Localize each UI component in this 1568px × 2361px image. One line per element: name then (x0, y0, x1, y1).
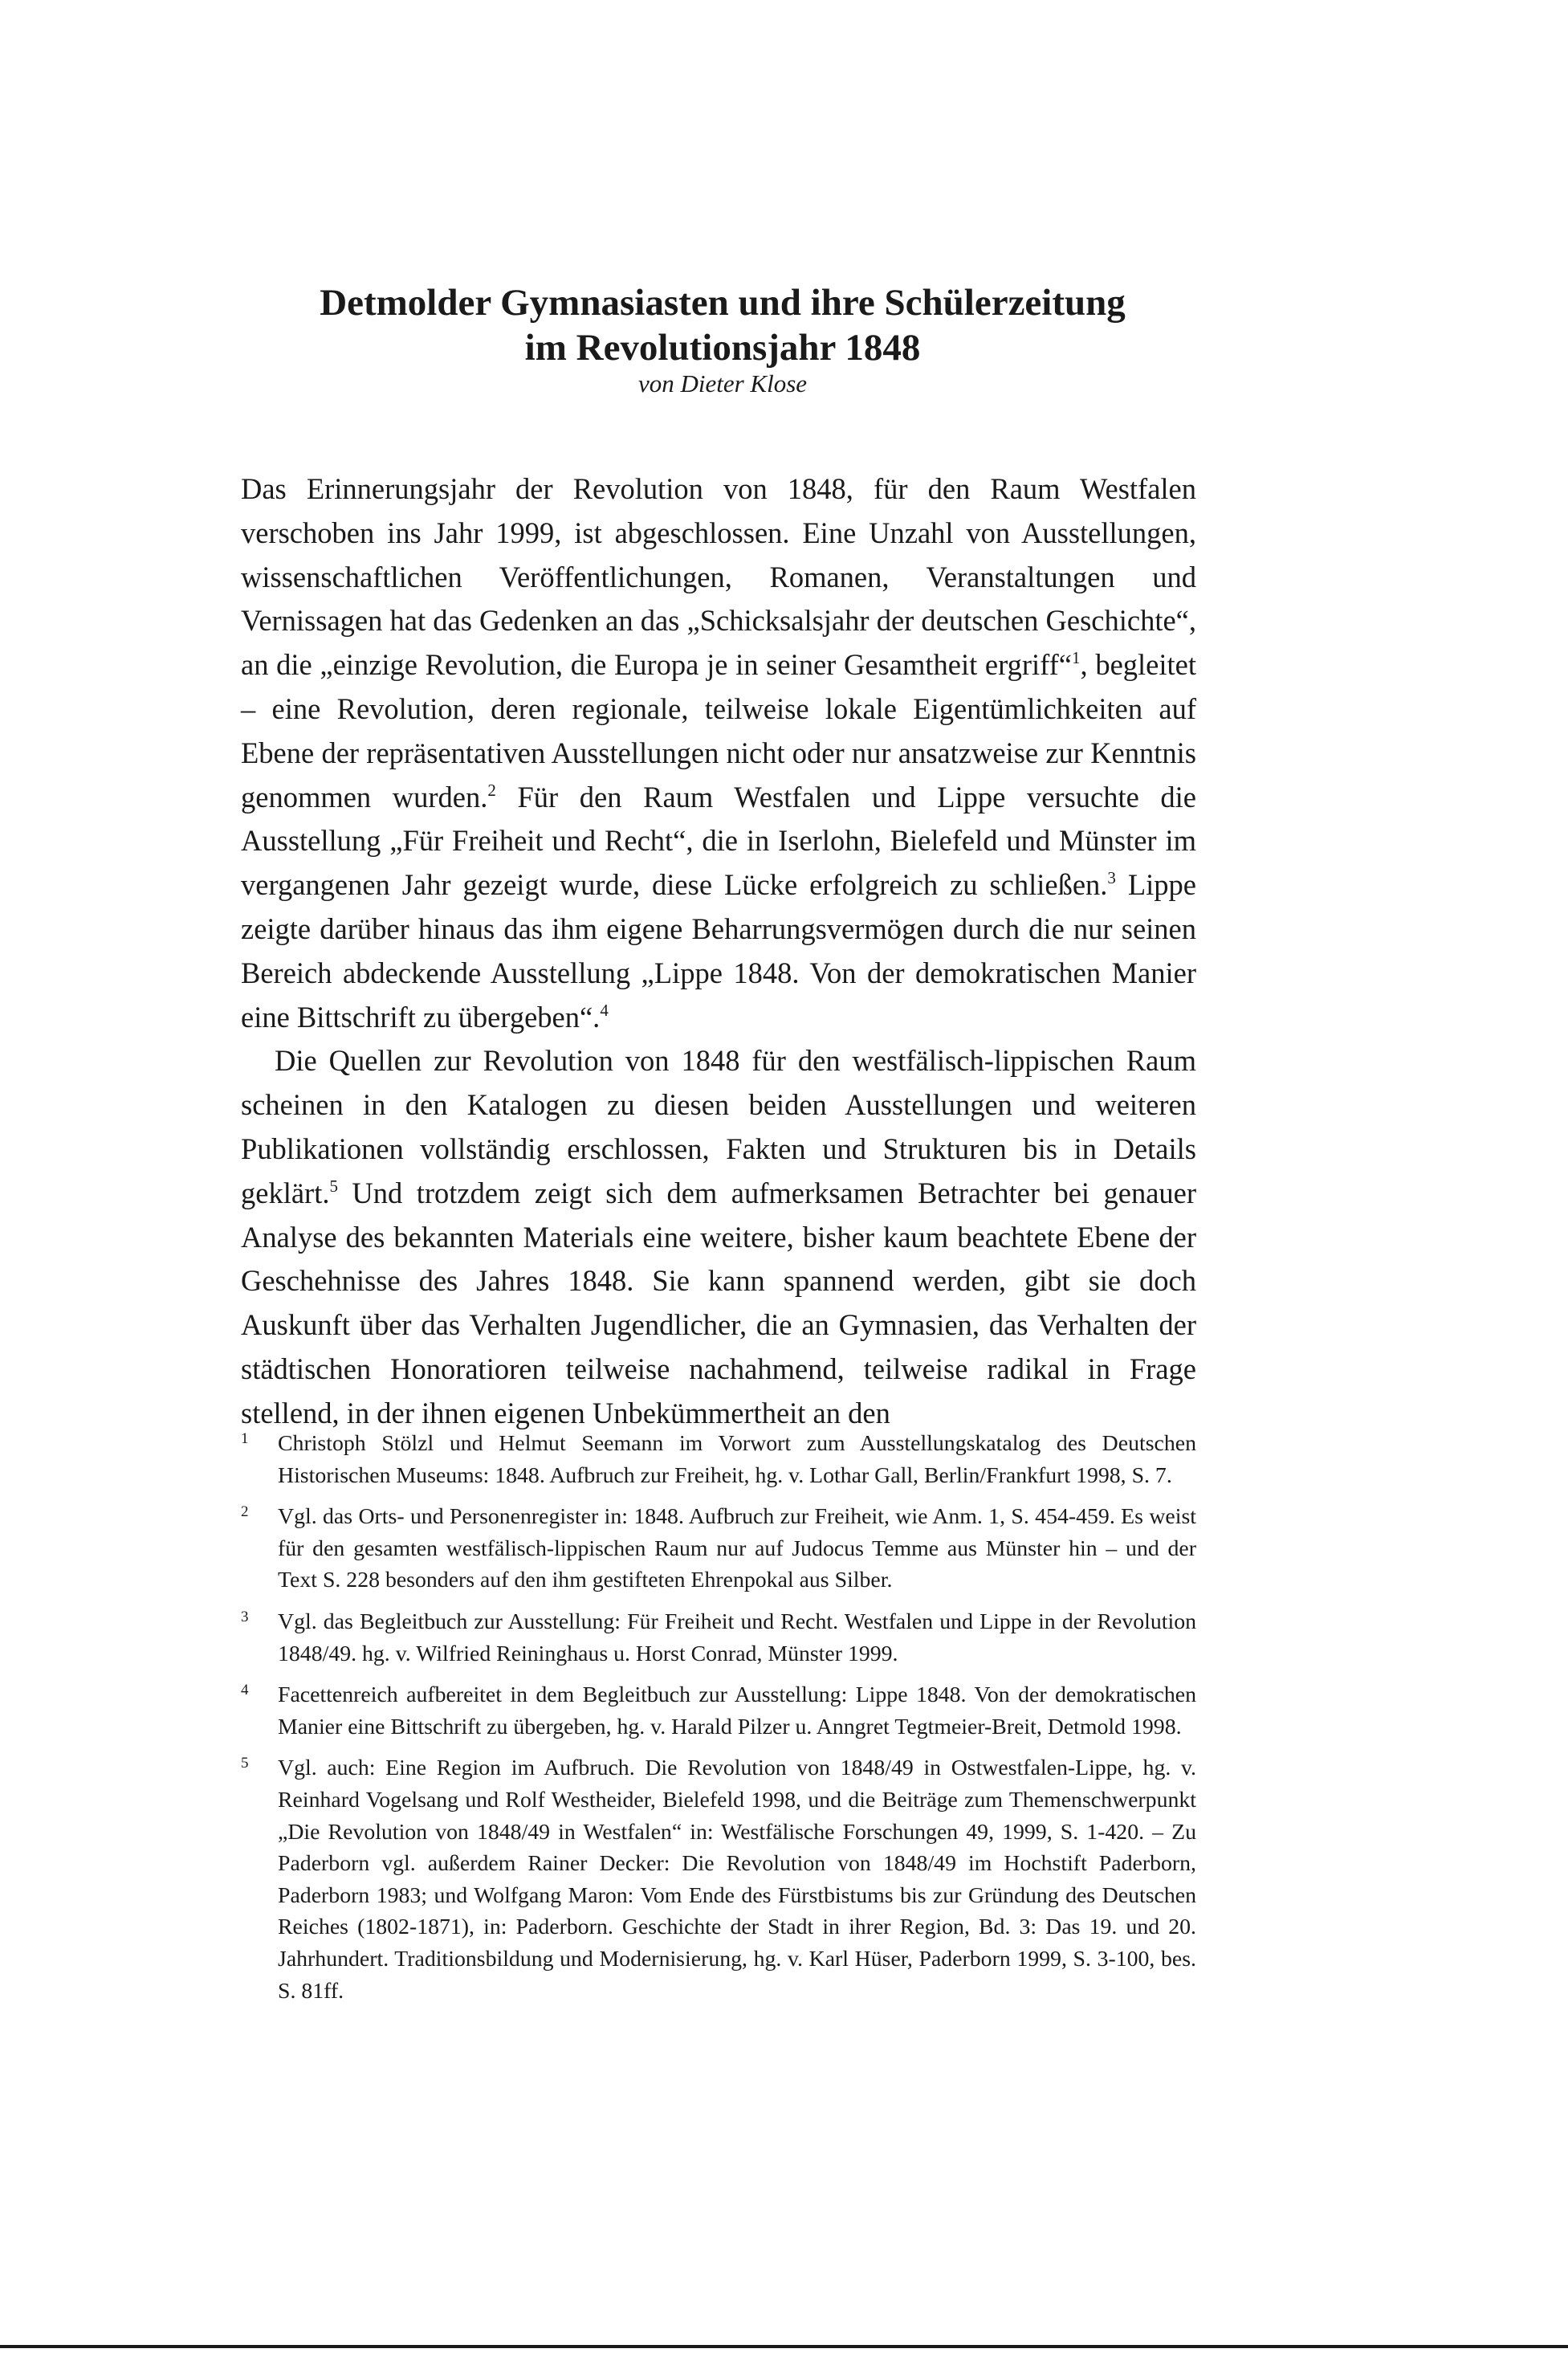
article-title (241, 280, 1204, 370)
paragraph-text: Lippe zeigte darüber hinaus das ihm eigene Beharrungsvermögen durch die nur seinen Bereich abdeckende Ausstellung „Lippe 1848. Von der demokratischen Manier eine Bittschrift zu übergeben“. (241, 868, 1196, 1034)
footnote-number: 1 (241, 1430, 249, 1447)
footnote-2 (241, 1501, 1196, 1596)
footnote-1 (241, 1428, 1196, 1491)
article-author: von Dieter Klose (637, 369, 808, 398)
article-title-line-2: im Revolutionsjahr 1848 (524, 327, 921, 369)
footnote-3 (241, 1606, 1196, 1670)
footnote-text: Vgl. auch: Eine Region im Aufbruch. Die Revolution von 1848/49 in Ostwestfalen-Lippe, hg. v. Reinhard Vogelsang und Rolf Westheider, Bielefeld 1998, und die Beiträge zum Themenschwerpunkt „Die Revolution von 1848/49 in Westfalen“ in: Westfälische Forschungen 49, 1999, S. 1-420. – Zu Paderborn vgl. außerdem Rainer Decker: Die Revolution von 1848/49 im Hochstift Paderborn, Paderborn 1983; und Wolfgang Maron: Vom Ende des Fürstbistums bis zur Gründung des Deutschen Reiches (1802-1871), in: Paderborn. Geschichte der Stadt in ihrer Region, Bd. 3: Das 19. und 20. Jahrhundert. Traditionsbildung und Modernisierung, hg. v. Karl Hüser, Paderborn 1999, S. 3-100, bes. S. 81ff. (278, 1755, 1196, 2004)
footnote-number: 5 (241, 1755, 249, 1772)
page-bottom-rule (0, 2345, 1568, 2348)
body-paragraph-2 (241, 1039, 1196, 1435)
footnote-number: 2 (241, 1503, 249, 1521)
paragraph-text: Das Erinnerungsjahr der Revolution von 1848, für den Raum Westfalen verschoben ins Jahr 1999, ist abgeschlossen. Eine Unzahl von Ausstellungen, wissenschaftlichen Veröffentlichungen, Romanen, Veranstaltungen und Vernissagen hat das Gedenken an das „Schicksalsjahr der deutschen Geschichte“, an die „einzige Revolution, die Europa je in seiner Gesamtheit ergriff“ (241, 472, 1196, 682)
paragraph-text: Und trotzdem zeigt sich dem aufmerksamen Betrachter bei genauer Analyse des bekannten Materials eine weitere, bisher kaum beachtete Ebene der Geschehnisse des Jahres 1848. Sie kann spannend werden, gibt sie doch Auskunft über das Verhalten Jugendlicher, die an Gymnasien, das Verhalten der städtischen Honoratioren teilweise nachahmend, teilweise radikal in Frage stellend, in der ihnen eigenen Unbekümmertheit an den (241, 1176, 1196, 1429)
article-body (241, 467, 1196, 1436)
footnote-5 (241, 1752, 1196, 2007)
footnote-4 (241, 1679, 1196, 1743)
paragraph-text: Die Quellen zur Revolution von 1848 für den westfälisch-lippischen Raum scheinen in den Katalogen zu diesen beiden Ausstellungen und weiteren Publikationen vollständig erschlossen, Fakten und Strukturen bis in Details geklärt. (241, 1044, 1196, 1209)
footnote-text: Vgl. das Orts- und Personenregister in: 1848. Aufbruch zur Freiheit, wie Anm. 1, S. 454-459. Es weist für den gesamten westfälisch-lippischen Raum nur auf Judocus Temme aus Münster hin – und der Text S. 228 besonders auf den ihm gestifteten Ehrenpokal aus Silber. (278, 1504, 1196, 1593)
footnote-text: Vgl. das Begleitbuch zur Ausstellung: Für Freiheit und Recht. Westfalen und Lippe in der Revolution 1848/49. hg. v. Wilfried Reininghaus u. Horst Conrad, Münster 1999. (278, 1609, 1196, 1666)
article-title-line-1: Detmolder Gymnasiasten und ihre Schülerzeitung (320, 282, 1126, 324)
footnote-text: Facettenreich aufbereitet in dem Begleitbuch zur Ausstellung: Lippe 1848. Von der demokratischen Manier eine Bittschrift zu übergeben, hg. v. Harald Pilzer u. Anngret Tegtmeier-Breit, Detmold 1998. (278, 1682, 1196, 1739)
footnote-ref-4[interactable]: 4 (600, 1000, 609, 1020)
footnote-text: Christoph Stölzl und Helmut Seemann im Vorwort zum Ausstellungskatalog des Deutschen Historischen Museums: 1848. Aufbruch zur Freiheit, hg. v. Lothar Gall, Berlin/Frankfurt 1998, S. 7. (278, 1431, 1196, 1488)
footnote-number: 3 (241, 1608, 249, 1625)
paragraph-text: , begleitet – eine Revolution, deren regionale, teilweise lokale Eigentümlichkeiten auf Ebene der repräsentativen Ausstellungen nicht oder nur ansatzweise zur Kenntnis genommen wurden. (241, 648, 1196, 814)
body-paragraph-1 (241, 467, 1196, 1039)
footnote-ref-1[interactable]: 1 (1072, 648, 1081, 668)
footnote-ref-5[interactable]: 5 (329, 1176, 338, 1196)
footnote-ref-3[interactable]: 3 (1107, 868, 1116, 888)
footnote-ref-2[interactable]: 2 (487, 780, 496, 800)
footnote-number: 4 (241, 1682, 249, 1699)
paragraph-text: Für den Raum Westfalen und Lippe versuchte die Ausstellung „Für Freiheit und Recht“, die in Iserlohn, Bielefeld und Münster im vergangenen Jahr gezeigt wurde, diese Lücke erfolgreich zu schließen. (241, 780, 1197, 902)
footnotes-section (241, 1428, 1196, 2016)
